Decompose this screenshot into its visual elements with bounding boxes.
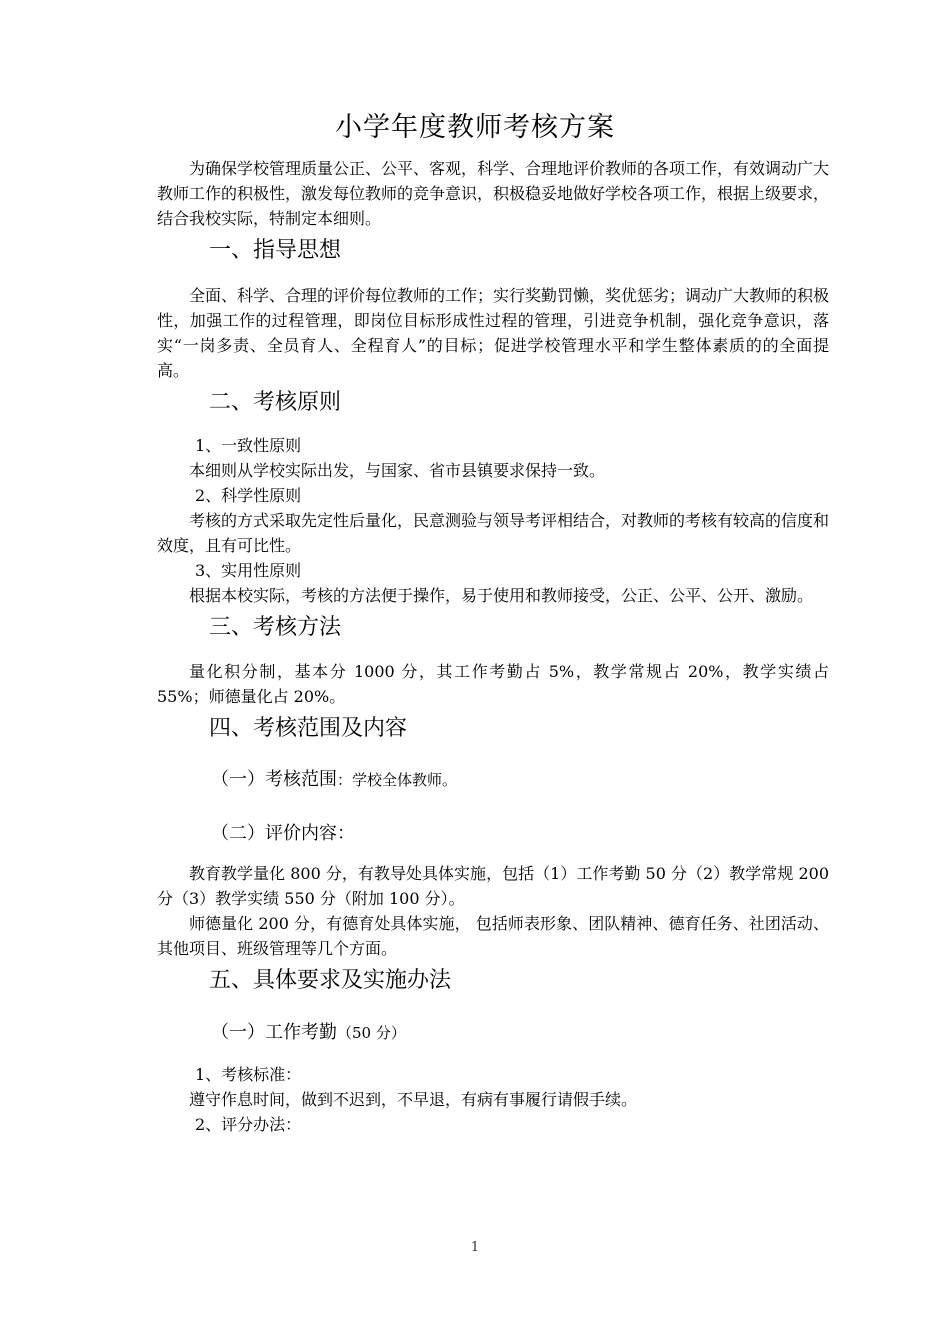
attendance-points: （50 分） [337, 1024, 406, 1042]
section-1-paragraph: 全面、科学、合理的评价每位教师的工作；实行奖勤罚懒，奖优惩劣；调动广大教师的积极性，加强工作的过程管理，即岗位目标形成性过程的管理，引进竞争机制，强化竞争意识，落实“一岗多责、全员育人、全程育人”的目标；促进学校管理水平和学生整体素质的的全面提高。 [157, 286, 830, 380]
principle-2-label: 2、科学性原则 [195, 486, 302, 505]
principle-1-text: 本细则从学校实际出发，与国家、省市县镇要求保持一致。 [189, 461, 606, 480]
scoring-method-label: 2、评分办法： [195, 1115, 302, 1134]
section-3-paragraph: 量化积分制，基本分 1000 分，其工作考勤占 5%，教学常规占 20%，教学实绩占 55%；师德量化占 20%。 [157, 662, 829, 706]
teaching-quantification-paragraph: 教育教学量化 800 分，有教导处具体实施，包括（1）工作考勤 50 分（2）教学常规 200 分（3）教学实绩 550 分（附加 100 分）。 [157, 864, 829, 908]
ethics-quantification-paragraph: 师德量化 200 分，有德育处具体实施， 包括师表形象、团队精神、德育任务、社团活动、其他项目、班级管理等几个方面。 [157, 914, 829, 958]
principle-1-label: 1、一致性原则 [195, 436, 302, 455]
document-body [157, 156, 829, 1137]
scope-label: （一）考核范围 [211, 769, 337, 790]
document-title: 小学年度教师考核方案 [335, 112, 615, 143]
scope-text: ：学校全体教师。 [337, 771, 458, 789]
section-3-heading: 三、考核方法 [209, 615, 342, 640]
section-5-heading: 五、具体要求及实施办法 [209, 968, 452, 993]
attendance-subheading [157, 1018, 829, 1048]
section-2-heading: 二、考核原则 [209, 390, 342, 415]
principle-3-text: 根据本校实际，考核的方法便于操作，易于使用和教师接受，公正、公平、公开、激励。 [189, 586, 814, 605]
standard-label: 1、考核标准： [195, 1065, 302, 1084]
page-number: 1 [470, 1240, 480, 1255]
standard-text: 遵守作息时间，做到不迟到，不早退，有病有事履行请假手续。 [189, 1090, 638, 1109]
intro-paragraph: 为确保学校管理质量公正、公平、客观，科学、合理地评价教师的各项工作，有效调动广大教师工作的积极性，激发每位教师的竞争意识，积极稳妥地做好学校各项工作，根据上级要求，结合我校实际，特制定本细则。 [157, 159, 830, 228]
section-4-heading: 四、考核范围及内容 [209, 716, 408, 741]
principle-3-label: 3、实用性原则 [195, 561, 302, 580]
principle-2-text: 考核的方式采取先定性后量化，民意测验与领导考评相结合，对教师的考核有较高的信度和效度，且有可比性。 [157, 511, 830, 555]
section-1-heading: 一、指导思想 [209, 238, 342, 263]
scope-subheading [157, 765, 829, 795]
attendance-label: （一）工作考勤 [211, 1022, 337, 1043]
evaluation-content-subheading: （二）评价内容： [211, 823, 355, 844]
